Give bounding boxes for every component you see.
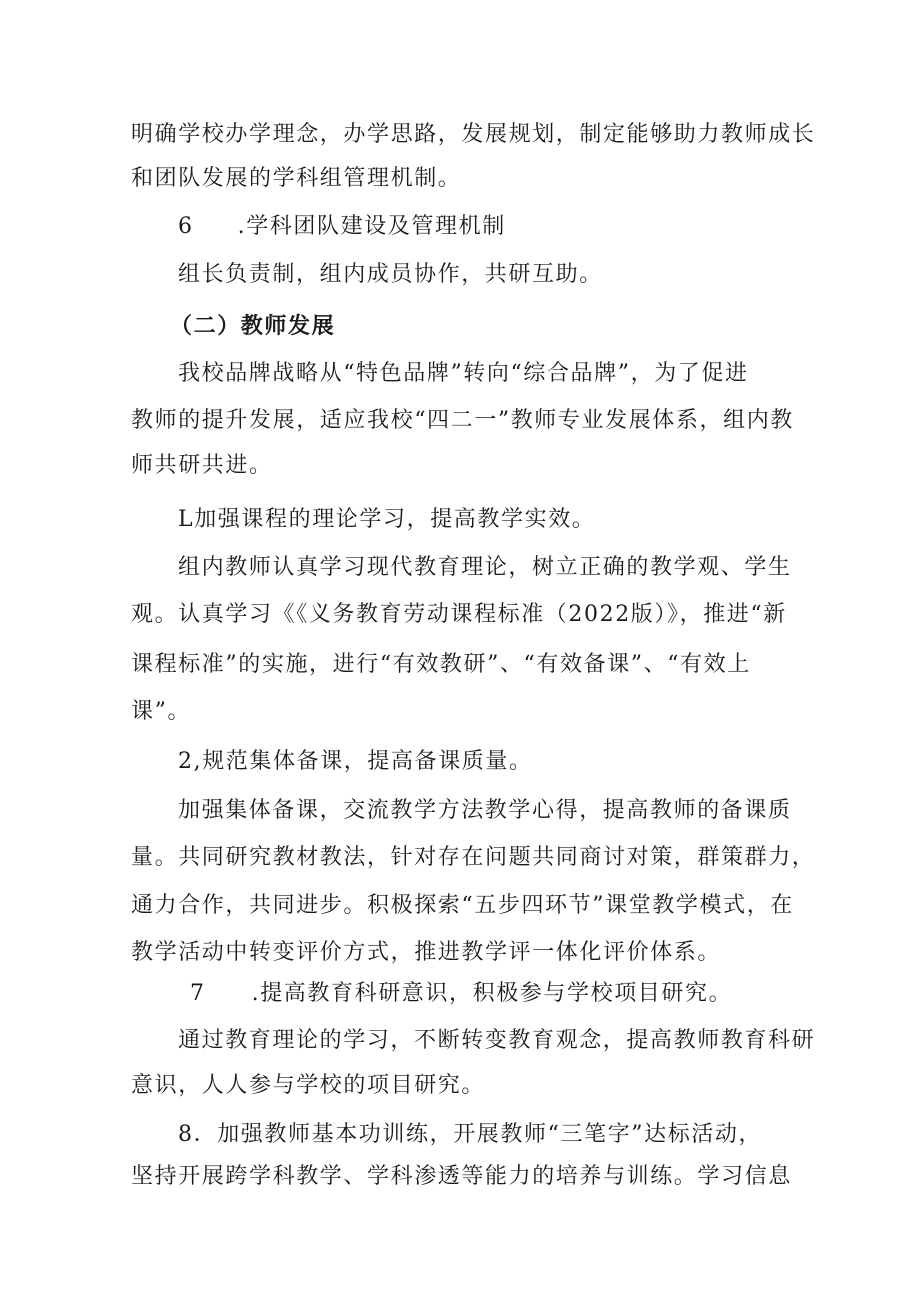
item-7-number: 7 [190, 981, 206, 1006]
paragraph-line: 我校品牌战略从“特色品牌”转向“综合品牌”，为了促进 [178, 361, 749, 386]
paragraph-line: 和团队发展的学科组管理机制。 [131, 166, 462, 191]
item-2-heading: 2,规范集体备课，提高备课质量。 [178, 749, 533, 774]
paragraph-line: 加强集体备课，交流教学方法教学心得，提高教师的备课质 [178, 798, 792, 823]
paragraph-line: 量。共同研究教材教法，针对存在问题共同商讨对策，群策群力， [131, 845, 816, 870]
item-7-text: .提高教育科研意识，积极参与学校项目研究。 [251, 981, 733, 1006]
paragraph-line: 组内教师认真学习现代教育理论，树立正确的教学观、学生 [178, 555, 792, 580]
paragraph-line: 通力合作，共同进步。积极探索“五步四环节”课堂教学模式，在 [131, 893, 794, 918]
paragraph-line: 意识，人人参与学校的项目研究。 [131, 1073, 486, 1098]
paragraph-line: 观。认真学习《《义务教育劳动课程标准（2022版）》，推进“新 [131, 602, 787, 627]
item-6-text: .学科团队建设及管理机制 [237, 214, 506, 239]
paragraph-line: 明确学校办学理念，办学思路，发展规划，制定能够助力教师成长 [131, 122, 816, 147]
item-1-heading: L加强课程的理论学习，提高教学实效。 [178, 507, 596, 532]
item-7-heading [190, 979, 732, 1009]
paragraph-line: 课”。 [131, 699, 192, 724]
paragraph-line: 通过教育理论的学习，不断转变教育观念，提高教师教育科研 [178, 1028, 816, 1053]
paragraph-line: 坚持开展跨学科教学、学科渗透等能力的培养与训练。学习信息 [131, 1164, 792, 1189]
paragraph-line: 组长负责制，组内成员协作，共研互助。 [178, 262, 603, 287]
paragraph-line: 课程标准”的实施，进行“有效教研”、“有效备课”、“有效上 [131, 652, 751, 677]
paragraph-line: 教学活动中转变评价方式，推进教学评一体化评价体系。 [131, 940, 722, 965]
item-6-heading [178, 212, 506, 242]
item-8-heading: 8．加强教师基本功训练，开展教师“三笔字”达标活动， [178, 1122, 763, 1147]
section-heading: （二）教师发展 [170, 313, 336, 339]
item-6-number: 6 [178, 214, 194, 239]
paragraph-line: 教师的提升发展，适应我校“四二一”教师专业发展体系，组内教 [131, 408, 794, 433]
paragraph-line: 师共研共进。 [131, 453, 273, 478]
